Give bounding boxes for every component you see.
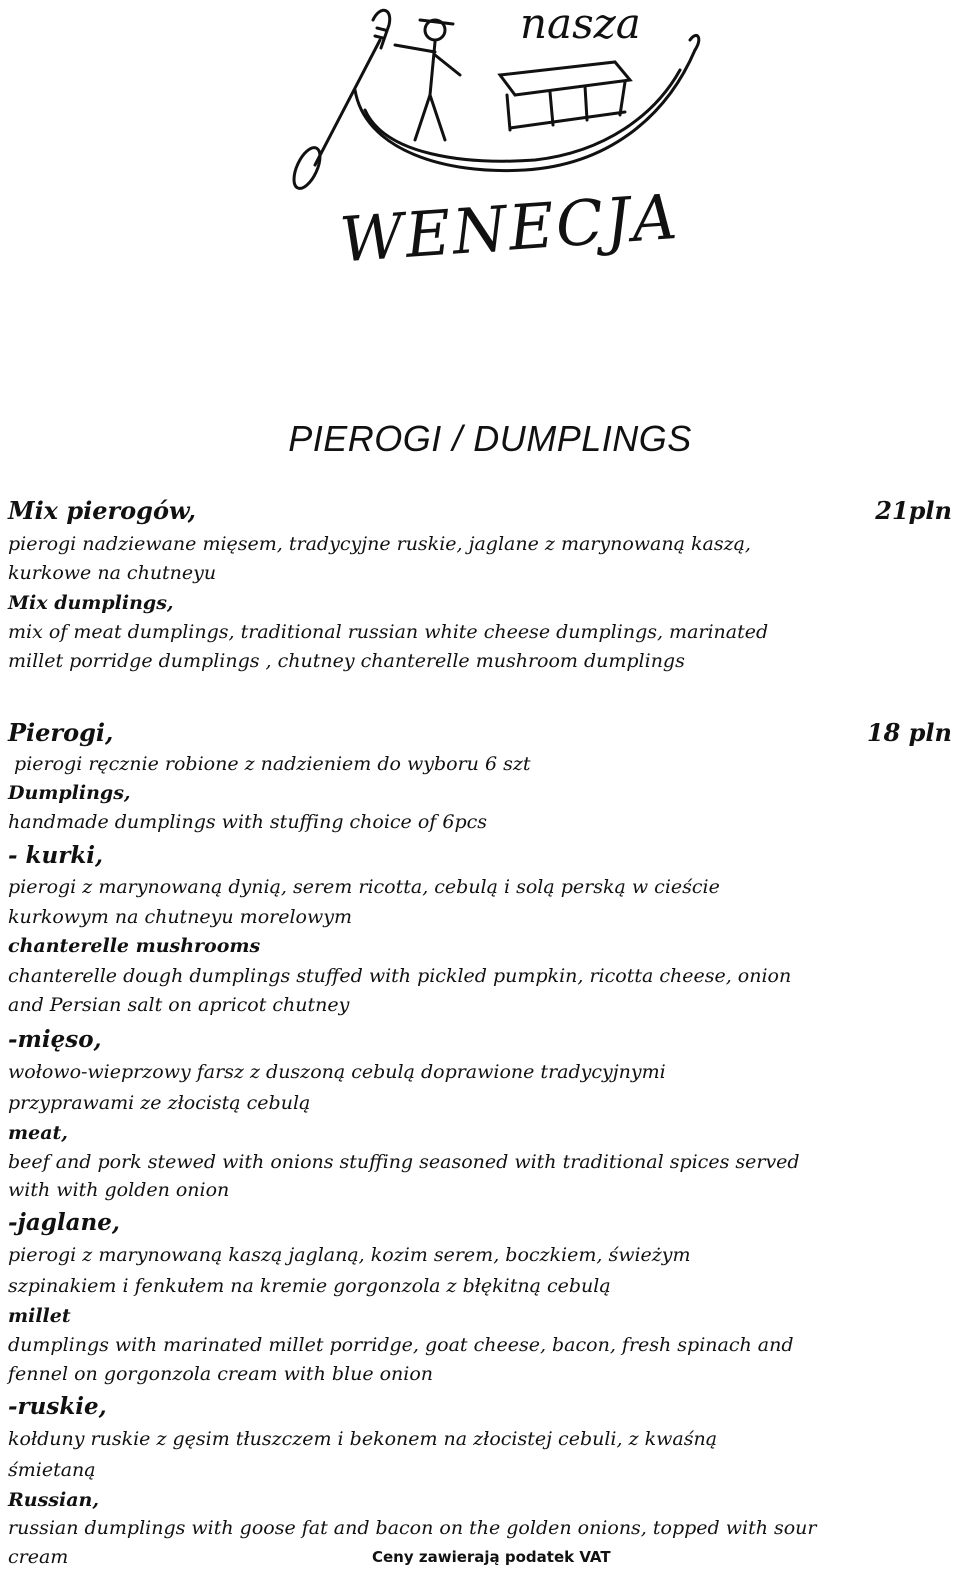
option-desc-en-1: beef and pork stewed with onions stuffing seasoned with traditional spices served: [8, 1151, 800, 1173]
option-label-en: chanterelle mushrooms: [8, 935, 261, 957]
option-desc-pl-2: szpinakiem i fenkułem na kremie gorgonzola z błękitną cebulą: [8, 1275, 611, 1297]
option-label: -mięso,: [8, 1026, 102, 1053]
option-desc-pl-2: przyprawami ze złocistą cebulą: [8, 1092, 311, 1114]
option-desc-en-1: chanterelle dough dumplings stuffed with pickled pumpkin, ricotta cheese, onion: [8, 965, 792, 987]
option-desc-en-1: dumplings with marinated millet porridge, goat cheese, bacon, fresh spinach and: [8, 1334, 794, 1356]
option-desc-en-1: russian dumplings with goose fat and bacon on the golden onions, topped with sour: [8, 1517, 817, 1539]
menu-item-mix-desc-pl-2: kurkowe na chutneyu: [8, 562, 217, 584]
option-label: - kurki,: [8, 842, 104, 869]
menu-item-mix-price: 21pln: [875, 496, 952, 525]
option-desc-pl-2: kurkowym na chutneyu morelowym: [8, 906, 352, 928]
menu-item-pierogi-desc-en: handmade dumplings with stuffing choice of 6pcs: [8, 811, 487, 833]
option-desc-pl-2: śmietaną: [8, 1459, 96, 1481]
menu-item-mix-name: Mix pierogów,: [8, 496, 197, 525]
option-label-en: meat,: [8, 1122, 68, 1144]
logo-line2: WENECJA: [337, 179, 682, 270]
menu-item-mix-desc-en-2: millet porridge dumplings , chutney chanterelle mushroom dumplings: [8, 650, 685, 672]
option-desc-pl-1: wołowo-wieprzowy farsz z duszoną cebulą doprawione tradycyjnymi: [8, 1061, 666, 1083]
option-desc-en-2: with with golden onion: [8, 1179, 230, 1201]
restaurant-logo: [285, 0, 725, 270]
option-desc-en-2: and Persian salt on apricot chutney: [8, 994, 350, 1016]
option-desc-pl-1: pierogi z marynowaną dynią, serem ricotta, cebulą i solą perską w cieście: [8, 876, 720, 898]
menu-item-pierogi-desc-pl: pierogi ręcznie robione z nadzieniem do wyboru 6 szt: [8, 753, 531, 775]
option-label: -ruskie,: [8, 1393, 107, 1420]
menu-item-mix-desc-en-1: mix of meat dumplings, traditional russian white cheese dumplings, marinated: [8, 621, 769, 643]
vat-note: Ceny zawierają podatek VAT: [372, 1548, 611, 1566]
option-desc-pl-1: pierogi z marynowaną kaszą jaglaną, kozim serem, boczkiem, świeżym: [8, 1244, 691, 1266]
option-label-en: millet: [8, 1305, 71, 1327]
menu-item-pierogi-name: Pierogi,: [8, 718, 114, 747]
logo-line1: nasza: [520, 0, 641, 48]
menu-item-pierogi-price: 18 pln: [866, 718, 952, 747]
menu-item-mix-name-en: Mix dumplings,: [8, 592, 174, 614]
option-label: -jaglane,: [8, 1209, 120, 1236]
option-desc-en-2: fennel on gorgonzola cream with blue onion: [8, 1363, 434, 1385]
section-title: PIEROGI / DUMPLINGS: [288, 418, 692, 459]
option-label-en: Russian,: [8, 1489, 99, 1511]
option-desc-en-2: cream: [8, 1546, 69, 1568]
menu-item-mix-desc-pl-1: pierogi nadziewane mięsem, tradycyjne ruskie, jaglane z marynowaną kaszą,: [8, 533, 751, 555]
option-desc-pl-1: kołduny ruskie z gęsim tłuszczem i bekonem na złocistej cebuli, z kwaśną: [8, 1428, 718, 1450]
gondola-logo-drawing: [285, 0, 725, 270]
menu-item-pierogi-name-en: Dumplings,: [8, 782, 131, 804]
